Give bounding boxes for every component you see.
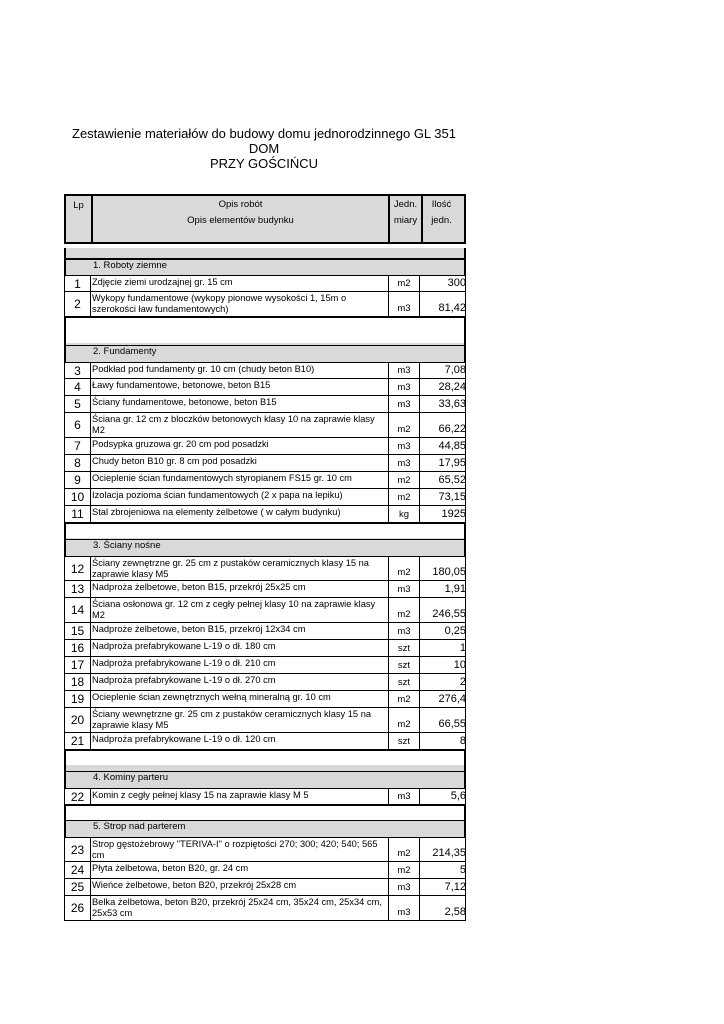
- row-unit: szt: [389, 640, 420, 656]
- table-row: [64, 413, 466, 438]
- row-unit: m2: [389, 413, 420, 437]
- row-description: Płyta żelbetowa, beton B20, gr. 24 cm: [91, 862, 389, 878]
- row-lp: 21: [65, 733, 91, 749]
- row-quantity: 214,35: [432, 847, 466, 859]
- row-lp: 5: [65, 396, 91, 412]
- row-lp: 3: [65, 363, 91, 378]
- table-row: [64, 396, 466, 413]
- document-title-line1: Zestawienie materiałów do budowy domu jednorodzinnego GL 351 DOM: [72, 126, 456, 156]
- table-row: [64, 674, 466, 691]
- table-row: [64, 640, 466, 657]
- row-quantity: 10: [453, 659, 466, 671]
- row-quantity: 300: [447, 277, 466, 289]
- row-description: Stal zbrojeniowa na elementy żelbetowe ( w całym budynku): [91, 506, 389, 522]
- table-row: [64, 472, 466, 489]
- section-gap: [64, 317, 466, 343]
- row-quantity: 246,55: [432, 608, 466, 620]
- header-quantity-line1: Ilość: [431, 199, 452, 210]
- row-unit: szt: [389, 657, 420, 673]
- section-gap: [64, 805, 466, 821]
- table-row: [64, 598, 466, 623]
- section-header: 3. Ściany nośne: [64, 539, 466, 556]
- row-lp: 25: [65, 879, 91, 895]
- row-lp: 18: [65, 674, 91, 690]
- row-lp: 6: [65, 413, 91, 437]
- row-description: Chudy beton B10 gr. 8 cm pod posadzki: [91, 455, 389, 471]
- row-unit: szt: [389, 674, 420, 690]
- header-unit-line1: Jedn.: [393, 199, 418, 210]
- row-lp: 2: [65, 292, 91, 316]
- table-row: [64, 862, 466, 879]
- row-quantity: 2,58: [444, 906, 466, 918]
- row-quantity: 44,85: [438, 440, 466, 452]
- row-lp: 1: [65, 276, 91, 291]
- row-description: Ocieplenie ścian zewnętrznych wełną mineralną gr. 10 cm: [91, 691, 389, 707]
- row-description: Komin z cegły pełnej klasy 15 na zaprawie klasy M 5: [91, 789, 389, 804]
- row-lp: 20: [65, 708, 91, 732]
- row-unit: m3: [389, 879, 420, 895]
- row-description: Podkład pod fundamenty gr. 10 cm (chudy beton B10): [91, 363, 389, 378]
- row-description: Nadproża prefabrykowane L-19 o dł. 180 cm: [91, 640, 389, 656]
- section-gap: [64, 523, 466, 538]
- header-description: [91, 196, 390, 242]
- row-lp: 14: [65, 598, 91, 622]
- row-description: Zdjęcie ziemi urodzajnej gr. 15 cm: [91, 276, 389, 291]
- row-quantity: 180,05: [432, 566, 466, 578]
- row-description: Podsypka gruzowa gr. 20 cm pod posadzki: [91, 438, 389, 454]
- row-description: Belka żelbetowa, beton B20, przekrój 25x24 cm, 35x24 cm, 25x34 cm, 25x53 cm: [91, 896, 389, 920]
- row-unit: m2: [389, 691, 420, 707]
- row-lp: 11: [65, 506, 91, 522]
- row-quantity: 7,08: [444, 364, 466, 376]
- row-quantity: 2: [459, 676, 466, 688]
- row-quantity: 276,4: [438, 693, 466, 705]
- row-unit: m3: [389, 363, 420, 378]
- row-description: Ławy fundamentowe, betonowe, beton B15: [91, 379, 389, 395]
- row-description: Ściana gr. 12 cm z bloczków betonowych klasy 10 na zaprawie klasy M2: [91, 413, 389, 437]
- row-quantity: 81,42: [438, 302, 466, 314]
- row-quantity: 7,12: [444, 881, 466, 893]
- row-description: Izolacja pozioma ścian fundamentowych (2 x papa na lepiku): [91, 489, 389, 505]
- table-row: [64, 788, 466, 805]
- row-quantity: 33,63: [438, 398, 466, 410]
- row-unit: m2: [389, 708, 420, 732]
- table-row: [64, 556, 466, 581]
- document-title: [60, 126, 468, 171]
- row-description: Nadproża prefabrykowane L-19 o dł. 120 cm: [91, 733, 389, 749]
- row-unit: kg: [389, 506, 420, 522]
- table-row: [64, 506, 466, 523]
- table-row: [64, 292, 466, 317]
- row-quantity: 5,6: [450, 790, 466, 802]
- row-unit: m2: [389, 838, 420, 861]
- section-header: 4. Kominy parteru: [64, 771, 466, 788]
- row-lp: 7: [65, 438, 91, 454]
- row-lp: 16: [65, 640, 91, 656]
- row-quantity: 0,25: [444, 625, 466, 637]
- row-quantity: 65,52: [438, 474, 466, 486]
- row-lp: 23: [65, 838, 91, 861]
- table-row: [64, 362, 466, 379]
- row-description: Ocieplenie ścian fundamentowych styropianem FS15 gr. 10 cm: [91, 472, 389, 488]
- row-quantity: 17,95: [438, 457, 466, 469]
- row-quantity: 73,15: [438, 491, 466, 503]
- row-unit: m2: [389, 276, 420, 291]
- row-description: Wieńce żelbetowe, beton B20, przekrój 25x28 cm: [91, 879, 389, 895]
- section-gap: [64, 750, 466, 765]
- row-quantity: 1925: [441, 508, 466, 520]
- row-description: Strop gęstożebrowy "TERIVA-I" o rozpiętości 270; 300; 420; 540; 565 cm: [91, 838, 389, 861]
- row-description: Ściany fundamentowe, betonowe, beton B15: [91, 396, 389, 412]
- row-quantity: 66,55: [438, 718, 466, 730]
- table-header: [64, 194, 466, 244]
- row-unit: m3: [389, 292, 420, 316]
- row-unit: m2: [389, 598, 420, 622]
- table-row: [64, 623, 466, 640]
- table-row: [64, 455, 466, 472]
- header-quantity: [419, 196, 464, 242]
- row-unit: m3: [389, 581, 420, 597]
- table-row: [64, 837, 466, 862]
- row-lp: 22: [65, 789, 91, 804]
- table-row: [64, 379, 466, 396]
- table-row: [64, 879, 466, 896]
- row-lp: 15: [65, 623, 91, 639]
- row-unit: m3: [389, 455, 420, 471]
- table-row: [64, 691, 466, 708]
- table-row: [64, 733, 466, 750]
- row-unit: m3: [389, 896, 420, 920]
- table-row: [64, 275, 466, 292]
- table-row: [64, 581, 466, 598]
- header-unit: [388, 196, 423, 242]
- table-row: [64, 657, 466, 674]
- table-row: [64, 708, 466, 733]
- row-lp: 19: [65, 691, 91, 707]
- row-description: Ściana osłonowa gr. 12 cm z cegły pełnej klasy 10 na zaprawie klasy M2: [91, 598, 389, 622]
- row-lp: 12: [65, 557, 91, 580]
- row-quantity: 1,91: [444, 583, 466, 595]
- document-title-line2: PRZY GOŚCIŃCU: [209, 156, 319, 171]
- header-spacer-band: [64, 248, 466, 258]
- row-description: Nadproża żelbetowe, beton B15, przekrój 25x25 cm: [91, 581, 389, 597]
- row-description: Nadproża prefabrykowane L-19 o dł. 210 cm: [91, 657, 389, 673]
- header-unit-line2: miary: [393, 215, 418, 226]
- row-description: Wykopy fundamentowe (wykopy pionowe wysokości 1, 15m o szerokości ław fundamentowych): [91, 292, 389, 316]
- table-row: [64, 438, 466, 455]
- row-unit: m3: [389, 396, 420, 412]
- row-description: Nadproża prefabrykowane L-19 o dł. 270 cm: [91, 674, 389, 690]
- section-header: 1. Roboty ziemne: [64, 258, 466, 275]
- row-quantity: 5: [459, 864, 466, 876]
- row-lp: 24: [65, 862, 91, 878]
- table-row: [64, 896, 466, 921]
- header-quantity-line2: jedn.: [431, 215, 452, 226]
- row-description: Ściany wewnętrzne gr. 25 cm z pustaków ceramicznych klasy 15 na zaprawie klasy M5: [91, 708, 389, 732]
- row-unit: m3: [389, 623, 420, 639]
- row-unit: m3: [389, 438, 420, 454]
- row-lp: 9: [65, 472, 91, 488]
- row-quantity: 28,24: [438, 381, 466, 393]
- header-description-line2: Opis elementów budynku: [187, 215, 294, 226]
- row-lp: 4: [65, 379, 91, 395]
- row-unit: m3: [389, 379, 420, 395]
- header-lp: Lp: [66, 196, 93, 242]
- row-unit: m2: [389, 472, 420, 488]
- row-unit: m2: [389, 862, 420, 878]
- row-quantity: 8: [459, 735, 466, 747]
- row-lp: 10: [65, 489, 91, 505]
- row-lp: 8: [65, 455, 91, 471]
- row-unit: m2: [389, 489, 420, 505]
- row-lp: 13: [65, 581, 91, 597]
- row-unit: szt: [389, 733, 420, 749]
- row-quantity: 66,22: [438, 423, 466, 435]
- section-header: 5. Strop nad parterem: [64, 820, 466, 837]
- row-lp: 26: [65, 896, 91, 920]
- header-description-line1: Opis robót: [218, 199, 263, 210]
- row-unit: m3: [389, 789, 420, 804]
- row-description: Ściany zewnętrzne gr. 25 cm z pustaków ceramicznych klasy 15 na zaprawie klasy M5: [91, 557, 389, 580]
- row-quantity: 1: [459, 642, 466, 654]
- row-description: Nadproże żelbetowe, beton B15, przekrój 12x34 cm: [91, 623, 389, 639]
- section-header: 2. Fundamenty: [64, 345, 466, 362]
- row-lp: 17: [65, 657, 91, 673]
- row-unit: m2: [389, 557, 420, 580]
- table-row: [64, 489, 466, 506]
